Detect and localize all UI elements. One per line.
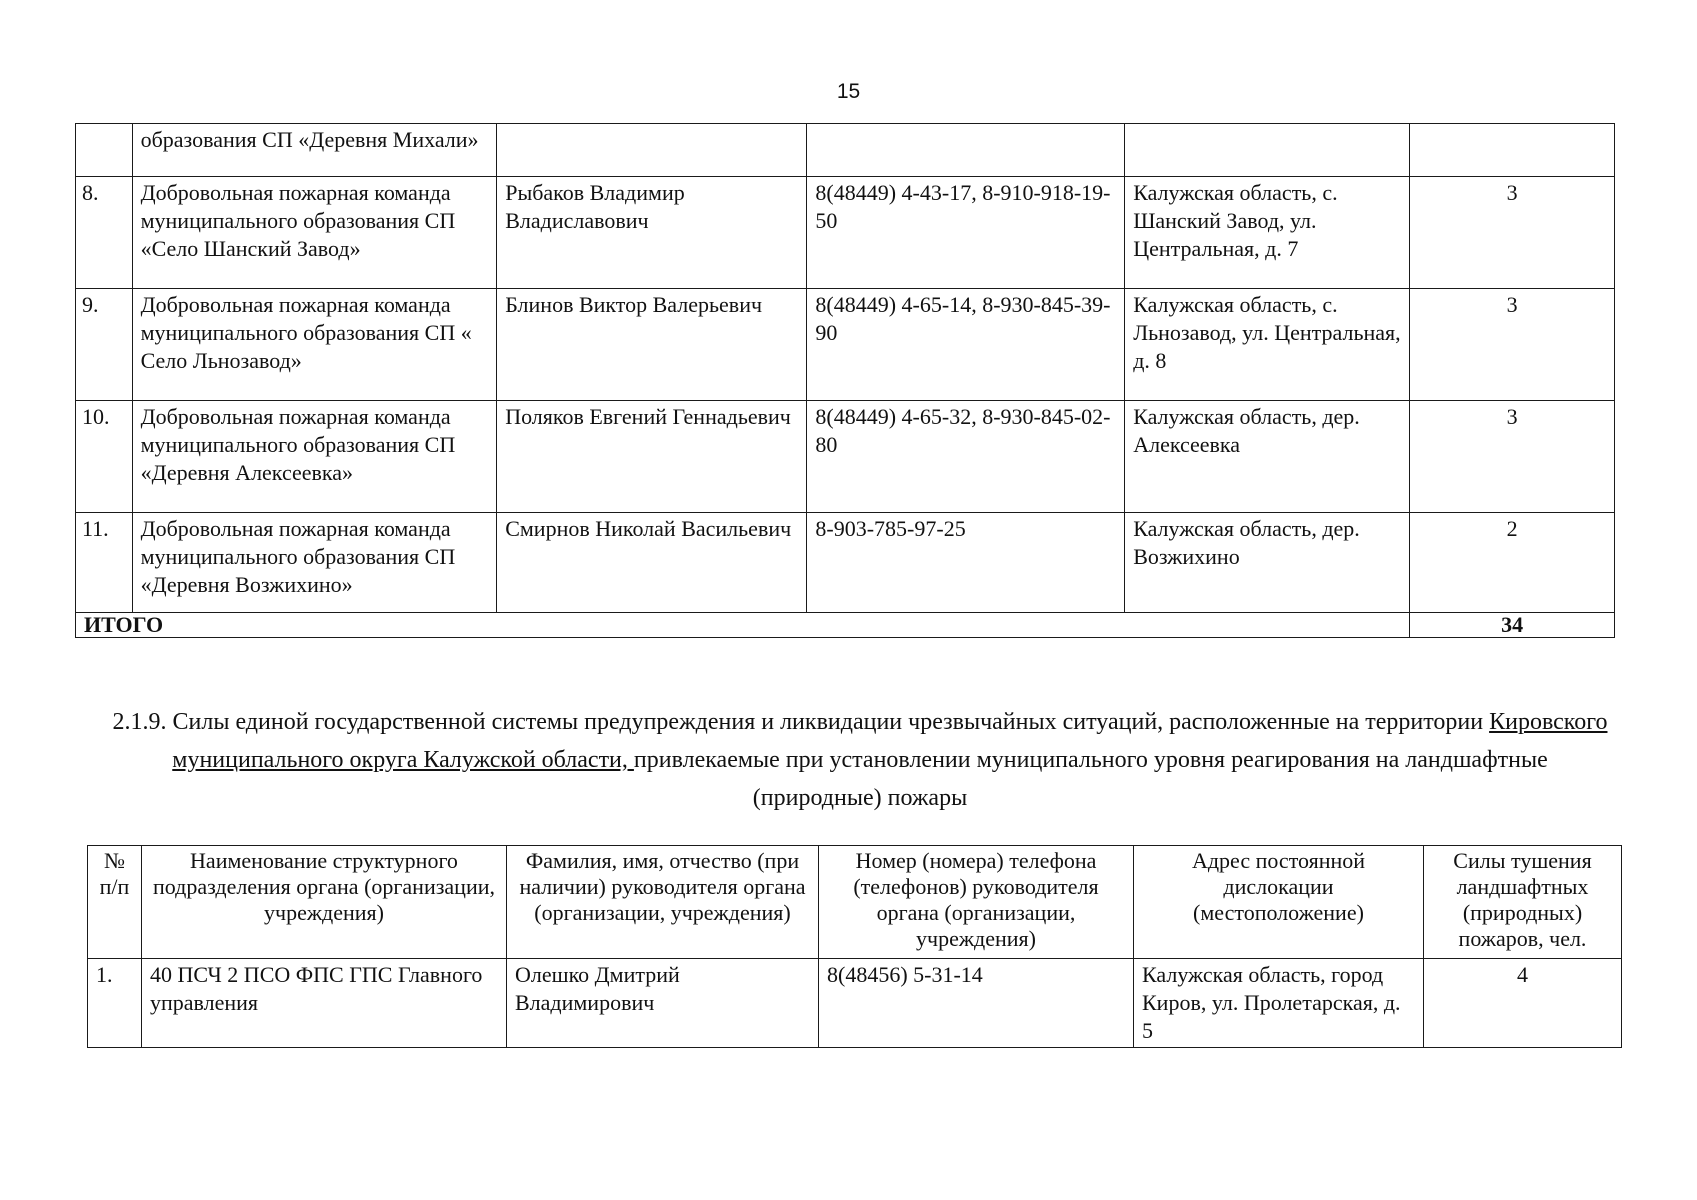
header-head: Фамилия, имя, отчество (при наличии) руководителя органа (организации, учреждения) xyxy=(507,846,819,959)
forces-count: 3 xyxy=(1410,401,1615,513)
header-num: № п/п xyxy=(88,846,142,959)
unit-name: Добровольная пожарная команда муниципального образования СП « Село Льнозавод» xyxy=(132,289,497,401)
row-number: 10. xyxy=(76,401,133,513)
address: Калужская область, дер. Возжихино xyxy=(1125,513,1410,613)
head-name: Поляков Евгений Геннадьевич xyxy=(497,401,807,513)
row-number: 11. xyxy=(76,513,133,613)
phone: 8(48449) 4-65-14, 8-930-845-39-90 xyxy=(807,289,1125,401)
unit-name: Добровольная пожарная команда муниципального образования СП «Деревня Алексеевка» xyxy=(132,401,497,513)
volunteer-fire-teams-table xyxy=(75,123,1615,638)
unit-name: 40 ПСЧ 2 ПСО ФПС ГПС Главного управления xyxy=(142,959,507,1048)
table-row xyxy=(76,513,1615,613)
forces-count: 3 xyxy=(1410,177,1615,289)
phone: 8(48449) 4-43-17, 8-910-918-19-50 xyxy=(807,177,1125,289)
head-name: Смирнов Николай Васильевич xyxy=(497,513,807,613)
forces-count: 3 xyxy=(1410,289,1615,401)
row-number: 1. xyxy=(88,959,142,1048)
header-forces: Силы тушения ландшафтных (природных) пожаров, чел. xyxy=(1424,846,1622,959)
phone: 8-903-785-97-25 xyxy=(807,513,1125,613)
table-header-row xyxy=(88,846,1622,959)
unit-name: Добровольная пожарная команда муниципального образования СП «Деревня Возжихино» xyxy=(132,513,497,613)
header-phone: Номер (номера) телефона (телефонов) руководителя органа (организации, учреждения) xyxy=(819,846,1134,959)
phone: 8(48456) 5-31-14 xyxy=(819,959,1134,1048)
total-label: ИТОГО xyxy=(76,613,1410,638)
table-row xyxy=(88,959,1622,1048)
address: Калужская область, с. Шанский Завод, ул. Центральная, д. 7 xyxy=(1125,177,1410,289)
section-heading-part1: 2.1.9. Силы единой государственной системы предупреждения и ликвидации чрезвычайных ситуаций, расположенные на территории xyxy=(112,709,1490,735)
forces-count: 2 xyxy=(1410,513,1615,613)
head-name: Олешко Дмитрий Владимирович xyxy=(507,959,819,1048)
row-number: 9. xyxy=(76,289,133,401)
phone xyxy=(807,124,1125,177)
rsChS-forces-table xyxy=(87,845,1622,1048)
forces-count xyxy=(1410,124,1615,177)
unit-name: Добровольная пожарная команда муниципального образования СП «Село Шанский Завод» xyxy=(132,177,497,289)
unit-name: образования СП «Деревня Михали» xyxy=(132,124,497,177)
total-row xyxy=(76,613,1615,638)
table-row xyxy=(76,289,1615,401)
header-name: Наименование структурного подразделения органа (организации, учреждения) xyxy=(142,846,507,959)
phone: 8(48449) 4-65-32, 8-930-845-02-80 xyxy=(807,401,1125,513)
row-number: 8. xyxy=(76,177,133,289)
row-number xyxy=(76,124,133,177)
section-heading-part2: привлекаемые при установлении муниципального уровня реагирования на ландшафтные (природные) пожары xyxy=(633,747,1548,811)
address xyxy=(1125,124,1410,177)
address: Калужская область, дер. Алексеевка xyxy=(1125,401,1410,513)
head-name xyxy=(497,124,807,177)
head-name: Рыбаков Владимир Владиславович xyxy=(497,177,807,289)
table-row xyxy=(76,177,1615,289)
section-heading-underlined: Кировского муниципального округа Калужской области, xyxy=(172,709,1608,773)
address: Калужская область, город Киров, ул. Пролетарская, д. 5 xyxy=(1134,959,1424,1048)
address: Калужская область, с. Льнозавод, ул. Центральная, д. 8 xyxy=(1125,289,1410,401)
forces-count: 4 xyxy=(1424,959,1622,1048)
page-number: 15 xyxy=(836,80,861,103)
total-value: 34 xyxy=(1410,613,1615,638)
table-row xyxy=(76,124,1615,177)
header-address: Адрес постоянной дислокации (местоположение) xyxy=(1134,846,1424,959)
table-row xyxy=(76,401,1615,513)
section-heading xyxy=(110,703,1610,817)
head-name: Блинов Виктор Валерьевич xyxy=(497,289,807,401)
